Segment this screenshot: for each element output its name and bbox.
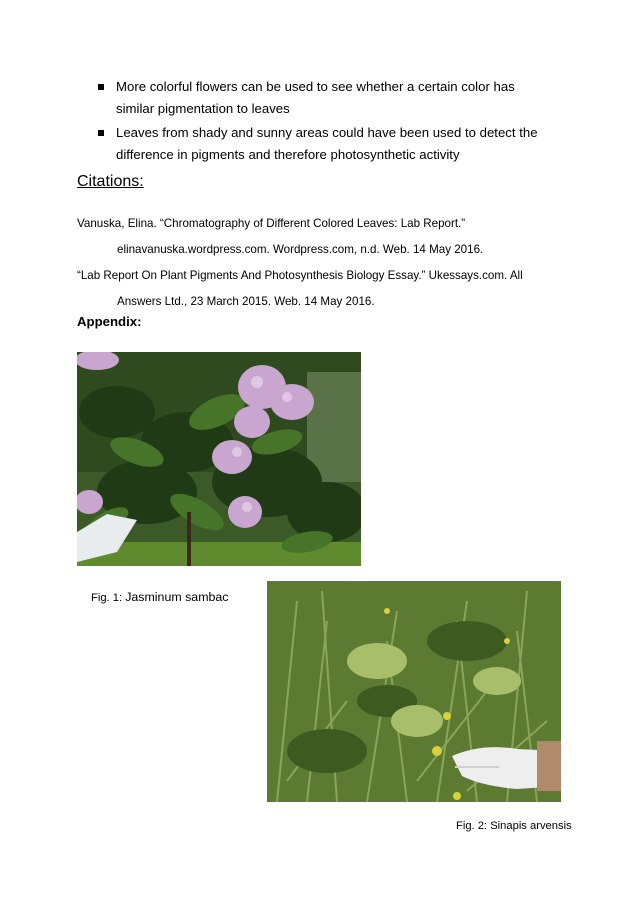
citation-line: “Lab Report On Plant Pigments And Photosynthesis Biology Essay.” Ukessays.com. All	[77, 269, 523, 282]
figure-species: Jasminum sambac	[125, 590, 229, 605]
figure-1-caption	[91, 590, 229, 604]
bullet-line: difference in pigments and therefore photosynthetic activity	[116, 147, 460, 162]
bullet-line: similar pigmentation to leaves	[116, 101, 290, 116]
square-bullet-icon	[98, 84, 104, 90]
appendix-heading: Appendix:	[77, 314, 142, 329]
bullet-item	[96, 122, 566, 166]
square-bullet-icon	[98, 130, 104, 136]
citation-line: Answers Ltd., 23 March 2015. Web. 14 May 2016.	[117, 295, 375, 308]
plant-photo-1-illustration	[77, 352, 361, 566]
bullet-line: More colorful flowers can be used to see whether a certain color has	[116, 79, 515, 94]
bullet-item	[96, 76, 566, 120]
plant-photo-2-illustration	[267, 581, 561, 802]
figure-species: Sinapis arvensis	[490, 820, 572, 833]
citation-line: elinavanuska.wordpress.com. Wordpress.com, n.d. Web. 14 May 2016.	[117, 243, 484, 256]
figure-label: Fig. 1:	[91, 592, 126, 605]
figure-2-photo	[267, 581, 561, 802]
citations-list	[77, 211, 567, 315]
figure-1-photo	[77, 352, 361, 566]
bullet-list	[96, 76, 566, 168]
figure-2-caption	[456, 820, 572, 832]
figure-label: Fig. 2:	[456, 820, 491, 833]
bullet-line: Leaves from shady and sunny areas could have been used to detect the	[116, 125, 538, 140]
citations-heading: Citations:	[77, 173, 144, 190]
citation-line: Vanuska, Elina. “Chromatography of Different Colored Leaves: Lab Report.”	[77, 217, 466, 230]
